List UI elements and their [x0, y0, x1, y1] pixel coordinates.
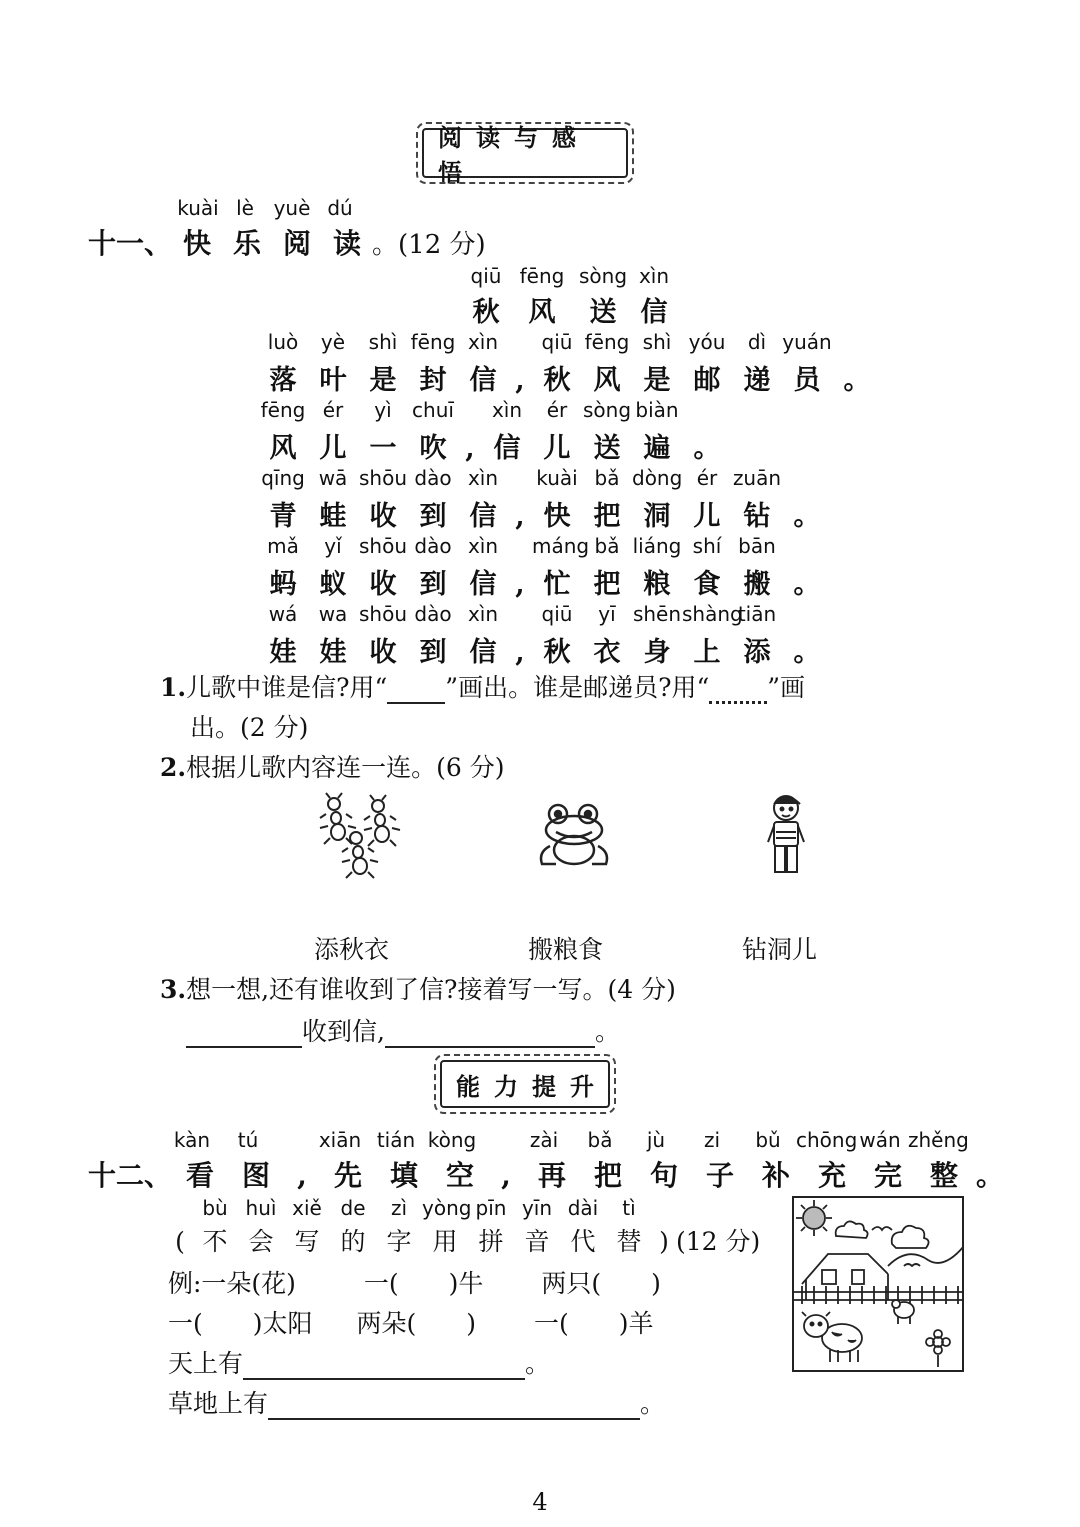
- section-banner-reading: 阅读与感悟: [422, 128, 628, 178]
- poem-line-pinyin: qīng wā shōu dào xìn kuài bǎ dòng ér zuān: [261, 466, 782, 490]
- poem-line-pinyin: wá wa shōu dào xìn qiū yī shēnshàngtiān: [268, 602, 777, 626]
- section-12-pinyin: kàn tú xiān tián kòng zài bǎ jù zi bǔ chōng wán zhěng: [173, 1128, 969, 1152]
- ant-icon: [364, 795, 400, 846]
- poem-line-pinyin: luò yè shì fēng xìn qiū fēng shì yóu dì yuán: [267, 330, 832, 354]
- frog-picture: [536, 800, 616, 870]
- poem-title-pinyin: qiū fēng sòng xìn: [470, 264, 670, 288]
- note-text: ( 不 会 写 的 字 用 拼 音 代 替 ) (12 分): [175, 1227, 761, 1256]
- straight-line-sample: [387, 702, 445, 704]
- match-option-3[interactable]: 钻洞儿: [742, 935, 818, 964]
- section-11-pinyin: kuài lè yuè dú: [177, 196, 353, 220]
- fill-row-1: 例:一朵(花) 一( )牛 两只( ): [168, 1269, 661, 1298]
- question-3-answer: 收到信, 。: [186, 1012, 620, 1048]
- child-picture: [760, 792, 812, 878]
- match-option-2[interactable]: 搬粮食: [528, 935, 604, 964]
- ants-picture: [318, 792, 404, 880]
- question-1-cont: 出。(2 分): [190, 713, 309, 742]
- farm-scene-picture: [792, 1196, 964, 1372]
- sky-answer-blank[interactable]: [243, 1348, 525, 1380]
- section-11-title: 十一、 快 乐 阅 读 。(12 分): [88, 227, 486, 260]
- question-3: 3.想一想,还有谁收到了信?接着写一写。(4 分): [160, 975, 676, 1004]
- page-number: 4: [532, 1488, 548, 1516]
- poem-line-text: 风 儿 一 吹 , 信 儿 送 遍 。: [269, 433, 721, 464]
- poem-line-text: 蚂 蚁 收 到 信 , 忙 把 粮 食 搬 。: [269, 569, 821, 600]
- poem-line-pinyin: fēng ér yì chuī xìn ér sòng biàn: [260, 398, 679, 422]
- poem-title: 秋 风 送 信: [472, 297, 668, 328]
- grass-answer-blank[interactable]: [268, 1388, 640, 1420]
- answer-blank[interactable]: [186, 1016, 302, 1048]
- fill-grass: 草地上有 。: [168, 1389, 666, 1418]
- wavy-line-sample: [709, 701, 767, 704]
- section-banner-ability: 能力提升: [440, 1060, 610, 1108]
- section-12-title: 十二、 看 图 , 先 填 空 , 再 把 句 子 补 充 完 整 。: [88, 1159, 1005, 1192]
- sun-icon: [796, 1200, 832, 1236]
- note-pinyin: bù huì xiě de zì yòng pīn yīn dài tì: [202, 1196, 636, 1220]
- poem-line-text: 娃 娃 收 到 信 , 秋 衣 身 上 添 。: [269, 637, 821, 668]
- fill-row-2: 一( )太阳 两朵( ) 一( )羊: [168, 1309, 654, 1338]
- question-1: 1.儿歌中谁是信?用“ ”画出。谁是邮递员?用“ ”画: [160, 673, 806, 702]
- question-2: 2.根据儿歌内容连一连。(6 分): [160, 753, 505, 782]
- fill-sky: 天上有 。: [168, 1349, 551, 1378]
- match-option-1[interactable]: 添秋衣: [314, 935, 390, 964]
- poem-line-pinyin: mǎ yǐ shōu dào xìn máng bǎ liáng shí bān: [267, 534, 776, 558]
- answer-blank[interactable]: [385, 1016, 595, 1048]
- poem-line-text: 青 蛙 收 到 信 , 快 把 洞 儿 钻 。: [269, 501, 821, 532]
- poem-line-text: 落 叶 是 封 信 , 秋 风 是 邮 递 员 。: [269, 365, 871, 396]
